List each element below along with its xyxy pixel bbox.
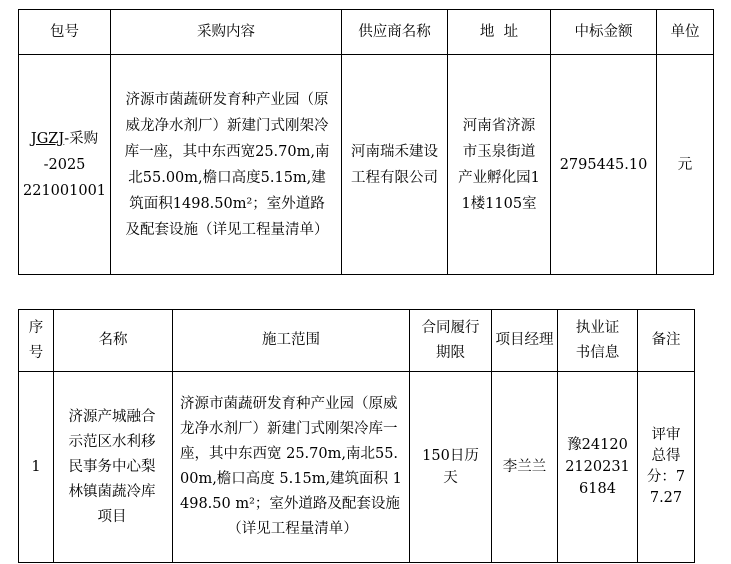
package-no-cell: [19, 55, 111, 275]
header-row: [19, 310, 695, 372]
table-row: [19, 372, 695, 563]
header-unit: 单位: [657, 10, 714, 55]
package-no-part1: -采购: [64, 130, 99, 147]
contract-term: 150日历天: [410, 372, 492, 563]
award-amount: 2795445.10: [551, 55, 657, 275]
header-address: 地 址: [448, 10, 551, 55]
project-info-table: [18, 309, 695, 563]
procurement-content: 济源市菌蔬研发育种产业园（原威龙净水剂厂）新建门式刚架冷库一座，其中东西宽25.70m,南北55.00m,檐口高度5.15m,建筑面积1498.50m²；室外道路及配套设施（详见工程量清单）: [111, 55, 342, 275]
construction-scope: 济源市菌蔬研发育种产业园（原威龙净水剂厂）新建门式刚架冷库一座，其中东西宽 25.70m,南北55.00m,檐口高度 5.15m,建筑面积 1498.50 m²；室外道路及配套设施（详见工程量清单）: [173, 372, 410, 563]
supplier-name: 河南瑞禾建设工程有限公司: [342, 55, 448, 275]
header-note: 备注: [638, 310, 695, 372]
header-row: [19, 10, 714, 55]
remarks: 评审总得分：77.27: [638, 372, 695, 563]
header-cert: 执业证书信息: [558, 310, 638, 372]
header-amount: 中标金额: [551, 10, 657, 55]
project-manager: 李兰兰: [492, 372, 558, 563]
header-content: 采购内容: [111, 10, 342, 55]
header-manager: 项目经理: [492, 310, 558, 372]
license-info: 豫241202120231 6184: [558, 372, 638, 563]
package-no-part2: -2025: [43, 156, 86, 173]
procurement-result-table: [18, 9, 714, 275]
header-scope: 施工范围: [173, 310, 410, 372]
header-package-no: 包号: [19, 10, 111, 55]
header-term: 合同履行期限: [410, 310, 492, 372]
project-name: 济源产城融合示范区水利移民事务中心梨林镇菌蔬冷库项目: [54, 372, 173, 563]
header-name: 名称: [54, 310, 173, 372]
header-seq: 序号: [19, 310, 54, 372]
table-row: [19, 55, 714, 275]
supplier-address: 河南省济源市玉泉街道产业孵化园11楼1105室: [448, 55, 551, 275]
amount-unit: 元: [657, 55, 714, 275]
row-seq: 1: [19, 372, 54, 563]
package-no-underlined: JGZJ: [30, 130, 65, 147]
package-no-part3: 221001001: [23, 182, 107, 199]
header-supplier: 供应商名称: [342, 10, 448, 55]
